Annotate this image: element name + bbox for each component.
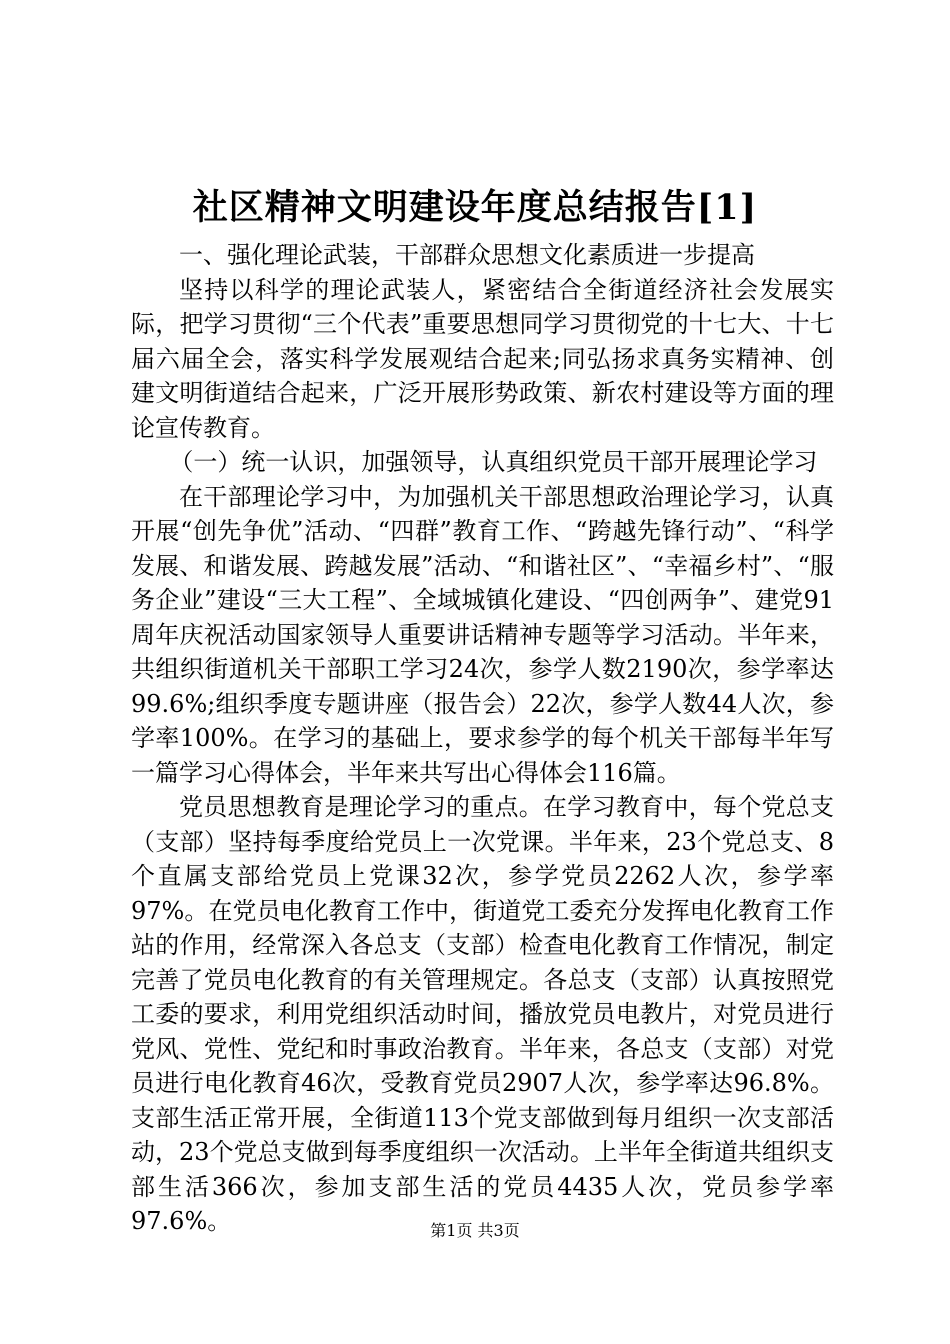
body-paragraph: 党员思想教育是理论学习的重点。在学习教育中，每个党总支（支部）坚持每季度给党员上一次党课。半年来，23个党总支、8个直属支部给党员上党课32次，参学党员2262人次，参学率97%。在党员电化教育工作中，街道党工委充分发挥电化教育工作站的作用，经常深入各总支（支部）检查电化教育工作情况，制定完善了党员电化教育的有关管理规定。各总支（支部）认真按照党工委的要求，利用党组织活动时间，播放党员电教片，对党员进行党风、党性、党纪和时事政治教育。半年来，各总支（支部）对党员进行电化教育46次，受教育党员2907人次，参学率达96.8%。支部生活正常开展，全街道113个党支部做到每月组织一次支部活动，23个党总支做到每季度组织一次活动。上半年全街道共组织支部生活366次，参加支部生活的党员4435人次，党员参学率97.6%。 <box>131 793 834 1235</box>
document-body <box>131 238 834 1239</box>
page-number-footer: 第1页 共3页 <box>430 1221 520 1240</box>
body-paragraph: 在干部理论学习中，为加强机关干部思想政治理论学习，认真开展“创先争优”活动、“四群”教育工作、“跨越先锋行动”、“科学发展、和谐发展、跨越发展”活动、“和谐社区”、“幸福乡村”、“服务企业”建设“三大工程”、全域城镇化建设、“四创两争”、建党91周年庆祝活动国家领导人重要讲话精神专题等学习活动。半年来，共组织街道机关干部职工学习24次，参学人数2190次，参学率达99.6%;组织季度专题讲座（报告会）22次，参学人数44人次，参学率100%。在学习的基础上，要求参学的每个机关干部每半年写一篇学习心得体会，半年来共写出心得体会116篇。 <box>131 482 834 787</box>
subsection-heading: （一）统一认识，加强领导，认真组织党员干部开展理论学习 <box>169 448 818 476</box>
document-title: 社区精神文明建设年度总结报告[1] <box>192 187 758 228</box>
section-heading: 一、强化理论武装，干部群众思想文化素质进一步提高 <box>179 241 755 269</box>
body-paragraph: 坚持以科学的理论武装人，紧密结合全街道经济社会发展实际，把学习贯彻“三个代表”重要思想同学习贯彻党的十七大、十七届六届全会，落实科学发展观结合起来;同弘扬求真务实精神、创建文明街道结合起来，广泛开展形势政策、新农村建设等方面的理论宣传教育。 <box>131 275 834 442</box>
